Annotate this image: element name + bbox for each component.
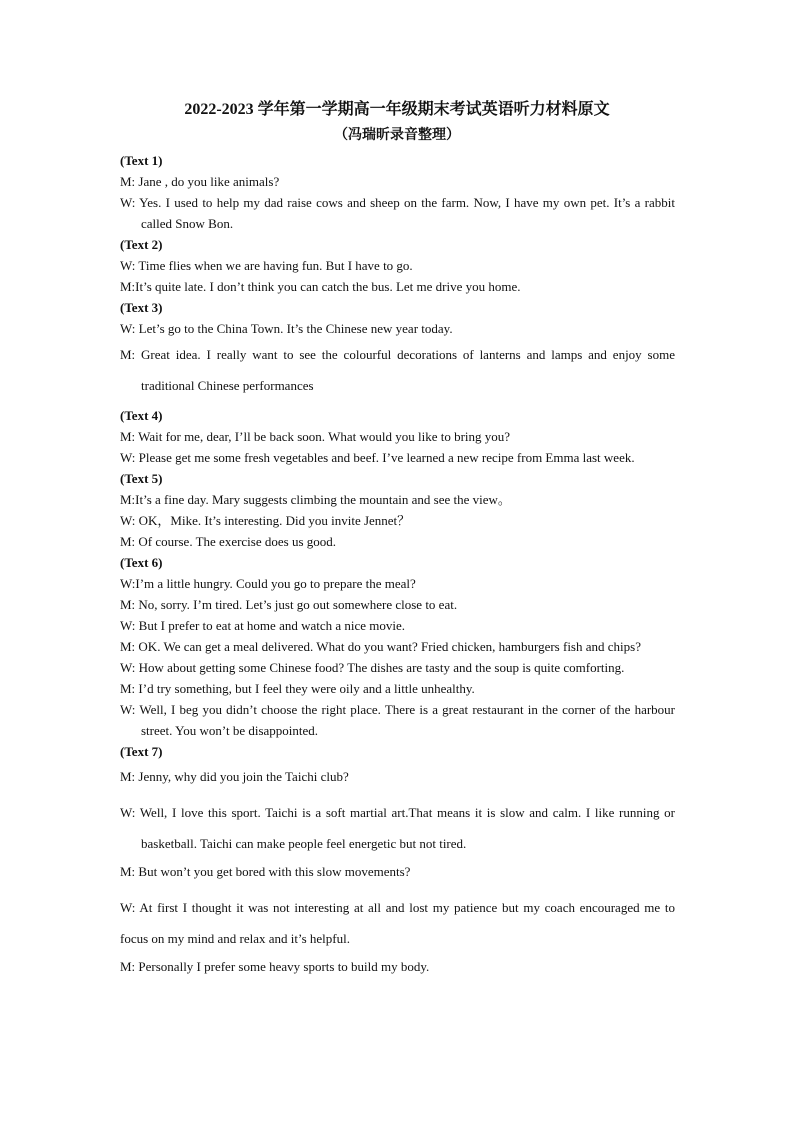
dialogue-line: M: Jenny, why did you join the Taichi club? <box>120 769 349 784</box>
dialogue-line: M: But won’t you get bored with this slow movements? <box>120 864 411 879</box>
section-heading: (Text 3) <box>120 300 163 315</box>
section-heading: (Text 6) <box>120 555 163 570</box>
section-heading: (Text 4) <box>120 408 163 423</box>
page-subtitle: （冯瑞昕录音整理） <box>334 128 460 143</box>
section-heading: (Text 2) <box>120 237 163 252</box>
page-title: 2022-2023 学年第一学期高一年级期末考试英语听力材料原文 <box>184 101 610 118</box>
dialogue-line: W: Time flies when we are having fun. But I have to go. <box>120 258 413 273</box>
dialogue-line: W: Well, I love this sport. Taichi is a soft martial art.That means it is slow and calm. I like running or basketball. Taichi can make people feel energetic but not tired. <box>120 805 675 851</box>
dialogue-line: W: Please get me some fresh vegetables and beef. I’ve learned a new recipe from Emma last week. <box>120 450 635 465</box>
dialogue-line: M: OK. We can get a meal delivered. What do you want? Fried chicken, hamburgers fish and chips? <box>120 639 641 654</box>
dialogue-line: M: Great idea. I really want to see the colourful decorations of lanterns and lamps and enjoy some traditional Chinese performances <box>120 347 675 393</box>
dialogue-line: M: Of course. The exercise does us good. <box>120 534 337 549</box>
transcript-body <box>120 150 675 977</box>
section-heading: (Text 7) <box>120 744 163 759</box>
dialogue-line: W: How about getting some Chinese food? The dishes are tasty and the soup is quite comforting. <box>120 660 625 675</box>
dialogue-line: M: No, sorry. I’m tired. Let’s just go out somewhere close to eat. <box>120 597 458 612</box>
section-heading: (Text 5) <box>120 471 163 486</box>
dialogue-line: M: Jane , do you like animals? <box>120 174 280 189</box>
dialogue-line: W: Well, I beg you didn’t choose the right place. There is a great restaurant in the corner of the harbour street. You won’t be disappointed. <box>120 702 675 738</box>
dialogue-line: W: Yes. I used to help my dad raise cows and sheep on the farm. Now, I have my own pet. It’s a rabbit called Snow Bon. <box>120 195 675 231</box>
dialogue-line: M: I’d try something, but I feel they were oily and a little unhealthy. <box>120 681 475 696</box>
dialogue-line: W:I’m a little hungry. Could you go to prepare the meal? <box>120 576 416 591</box>
dialogue-line: M: Wait for me, dear, I’ll be back soon. What would you like to bring you? <box>120 429 511 444</box>
dialogue-line: W: But I prefer to eat at home and watch a nice movie. <box>120 618 406 633</box>
dialogue-line: M:It’s a fine day. Mary suggests climbing the mountain and see the view。 <box>120 492 511 507</box>
section-heading: (Text 1) <box>120 153 163 168</box>
dialogue-line: W: Let’s go to the China Town. It’s the Chinese new year today. <box>120 321 453 336</box>
dialogue-line: M: Personally I prefer some heavy sports to build my body. <box>120 959 430 974</box>
dialogue-line: W: OK，Mike. It’s interesting. Did you invite Jennet？ <box>120 513 411 528</box>
dialogue-line: M:It’s quite late. I don’t think you can catch the bus. Let me drive you home. <box>120 279 521 294</box>
dialogue-line: W: At first I thought it was not interesting at all and lost my patience but my coach encouraged me to focus on my mind and relax and it’s helpful. <box>120 900 675 946</box>
